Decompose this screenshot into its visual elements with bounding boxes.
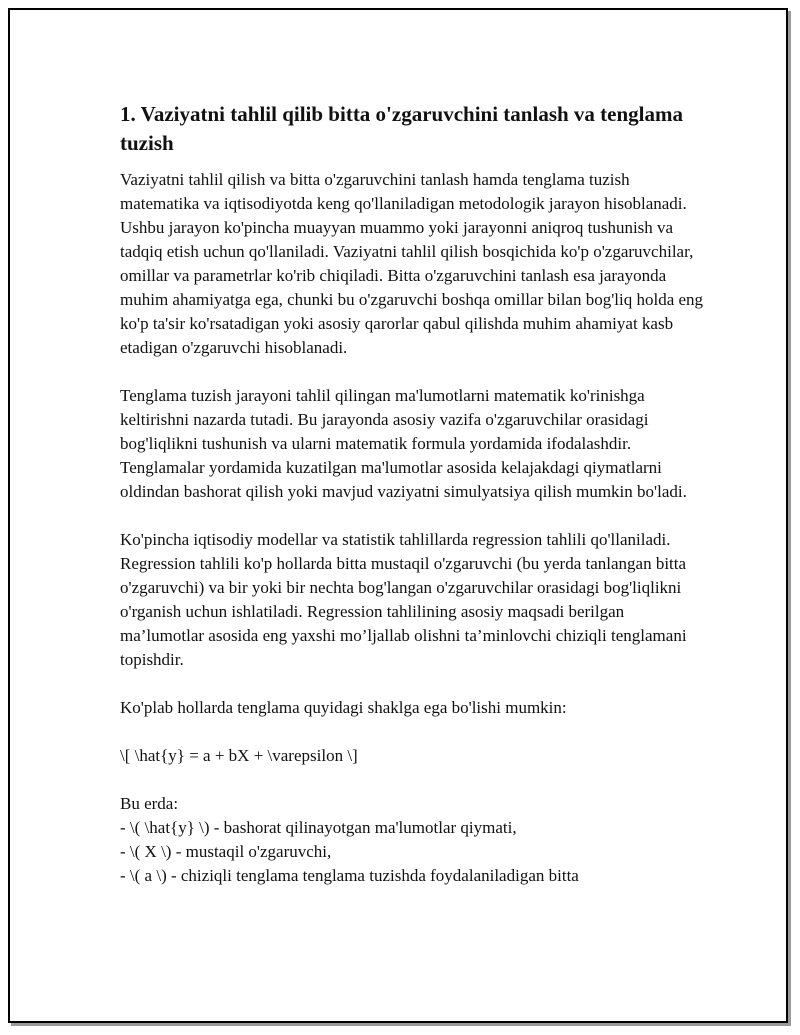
definition-list	[120, 816, 710, 888]
document-content	[120, 100, 710, 888]
paragraph-4: Ko'plab hollarda tenglama quyidagi shaklga ega bo'lishi mumkin:	[120, 698, 567, 717]
equation: \[ \hat{y} = a + bX + \varepsilon \]	[120, 746, 358, 765]
paragraph-2: Tenglama tuzish jarayoni tahlil qilingan ma'lumotlarni matematik ko'rinishga keltirishni nazarda tutadi. Bu jarayonda asosiy vazifa o'zgaruvchilar orasidagi bog'liqlikni tushunish va ularni matematik formula yordamida ifodalashdir. Tenglamalar yordamida kuzatilgan ma'lumotlar asosida kelajakdagi qiymatlarni oldindan bashorat qilish yoki mavjud vaziyatni simulyatsiya qilish mumkin bo'ladi.	[120, 386, 687, 501]
list-item: - \( \hat{y} \) - bashorat qilinayotgan ma'lumotlar qiymati,	[120, 818, 517, 837]
paragraph-3: Ko'pincha iqtisodiy modellar va statistik tahlillarda regression tahlili qo'llaniladi. Regression tahlili ko'p hollarda bitta mustaqil o'zgaruvchi (bu yerda tanlangan bitta o'zgaruvchi) va bir yoki bir nechta bog'langan o'zgaruvchilar orasidagi bog'liqlikni o'rganish uchun ishlatiladi. Regression tahlilining asosiy maqsadi berilgan ma’lumotlar asosida eng yaxshi mo’ljallab olishni ta’minlovchi chiziqli tenglamani topishdir.	[120, 530, 687, 669]
list-item: - \( X \) - mustaqil o'zgaruvchi,	[120, 842, 332, 861]
document-page	[8, 8, 788, 1023]
paragraph-1: Vaziyatni tahlil qilish va bitta o'zgaruvchini tanlash hamda tenglama tuzish matematika va iqtisodiyotda keng qo'llaniladigan metodologik jarayon hisoblanadi. Ushbu jarayon ko'pincha muayyan muammo yoki jarayonni aniqroq tushunish va tadqiq etish uchun qo'llaniladi. Vaziyatni tahlil qilish bosqichida ko'p o'zgaruvchilar, omillar va parametrlar ko'rib chiqiladi. Bitta o'zgaruvchini tanlash esa jarayonda muhim ahamiyatga ega, chunki bu o'zgaruvchi boshqa omillar bilan bog'liq holda eng ko'p ta'sir ko'rsatadigan yoki asosiy qarorlar qabul qilishda muhim ahamiyat kasb etadigan o'zgaruvchi hisoblanadi.	[120, 170, 704, 357]
section-heading: 1. Vaziyatni tahlil qilib bitta o'zgaruvchini tanlash va tenglama tuzish	[120, 102, 683, 155]
list-intro: Bu erda:	[120, 794, 179, 813]
list-item: - \( a \) - chiziqli tenglama tenglama tuzishda foydalaniladigan bitta	[120, 866, 579, 885]
